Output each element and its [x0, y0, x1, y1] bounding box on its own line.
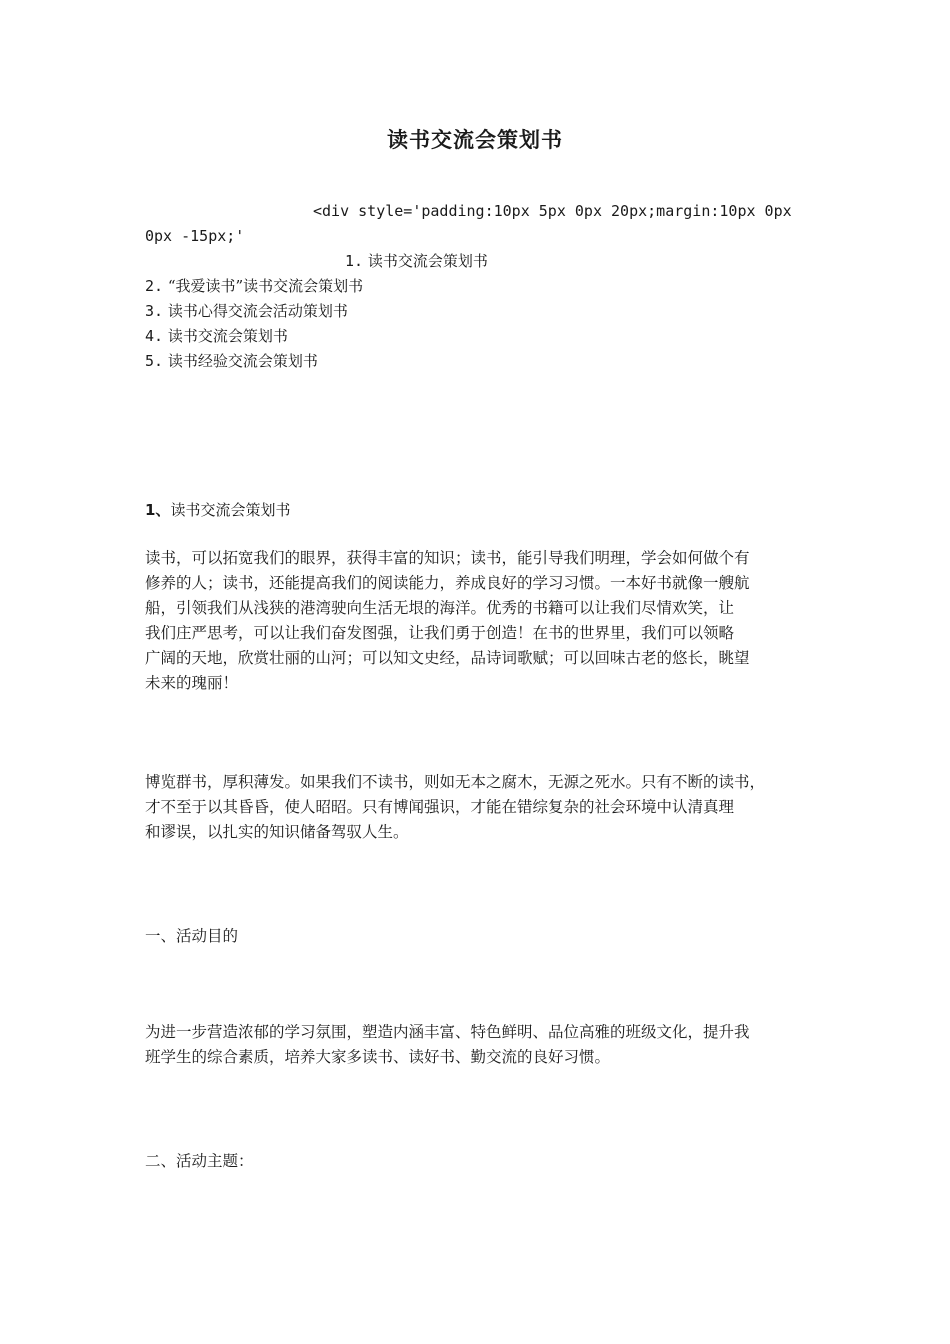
- paragraph-line: 读书，可以拓宽我们的眼界，获得丰富的知识；读书，能引导我们明理，学会如何做个有: [145, 549, 750, 567]
- toc-item-text: 读书交流会策划书: [367, 252, 488, 270]
- heading-activity-theme: 二、活动主题：: [145, 1152, 254, 1170]
- toc-item[interactable]: [145, 274, 363, 299]
- toc-item[interactable]: [145, 324, 288, 349]
- paragraph-line: 我们庄严思考，可以让我们奋发图强，让我们勇于创造！在书的世界里，我们可以领略: [145, 624, 735, 642]
- toc-item-number: 5.: [145, 352, 164, 370]
- document-title: 读书交流会策划书: [387, 127, 563, 152]
- paragraph-line: 为进一步营造浓郁的学习氛围，塑造内涵丰富、特色鲜明、品位高雅的班级文化，提升我: [145, 1023, 750, 1041]
- code-text-line-2: 0px -15px;': [145, 227, 245, 245]
- paragraph-intro: [145, 546, 810, 696]
- section-title: 读书交流会策划书: [170, 501, 291, 519]
- toc-item-number: 1.: [345, 252, 364, 270]
- section-heading-1: [145, 499, 290, 520]
- paragraph-line: 修养的人；读书，还能提高我们的阅读能力，养成良好的学习习惯。一本好书就像一艘航: [145, 574, 750, 592]
- paragraph-line: 才不至于以其昏昏，使人昭昭。只有博闻强识，才能在错综复杂的社会环境中认清真理: [145, 798, 735, 816]
- toc-item-text: 读书经验交流会策划书: [167, 352, 318, 370]
- toc-item-number: 2.: [145, 277, 164, 295]
- paragraph-line: 博览群书，厚积薄发。如果我们不读书，则如无本之腐木，无源之死水。只有不断的读书，: [145, 773, 766, 791]
- toc-item-number: 3.: [145, 302, 164, 320]
- section-number: 1、: [145, 501, 171, 519]
- paragraph-line: 未来的瑰丽！: [145, 674, 239, 692]
- heading-activity-purpose: 一、活动目的: [145, 927, 239, 945]
- paragraph-reading: [145, 770, 810, 845]
- paragraph-line: 和谬误，以扎实的知识储备驾驭人生。: [145, 823, 409, 841]
- toc-item-number: 4.: [145, 327, 164, 345]
- toc-item-text: “我爱读书”读书交流会策划书: [167, 277, 364, 295]
- toc-item[interactable]: [145, 299, 348, 324]
- paragraph-line: 船，引领我们从浅狭的港湾驶向生活无垠的海洋。优秀的书籍可以让我们尽情欢笑，让: [145, 599, 735, 617]
- paragraph-purpose: [145, 1020, 810, 1070]
- paragraph-line: 班学生的综合素质，培养大家多读书、读好书、勤交流的良好习惯。: [145, 1048, 611, 1066]
- toc-item[interactable]: [145, 349, 318, 374]
- code-text-line-1: <div style='padding:10px 5px 0px 20px;margin:10px 0px: [313, 202, 792, 220]
- toc-item-text: 读书交流会策划书: [167, 327, 288, 345]
- toc-item[interactable]: [345, 249, 488, 274]
- toc-item-text: 读书心得交流会活动策划书: [167, 302, 348, 320]
- paragraph-line: 广阔的天地，欣赏壮丽的山河；可以知文史经，品诗词歌赋；可以回味古老的悠长，眺望: [145, 649, 750, 667]
